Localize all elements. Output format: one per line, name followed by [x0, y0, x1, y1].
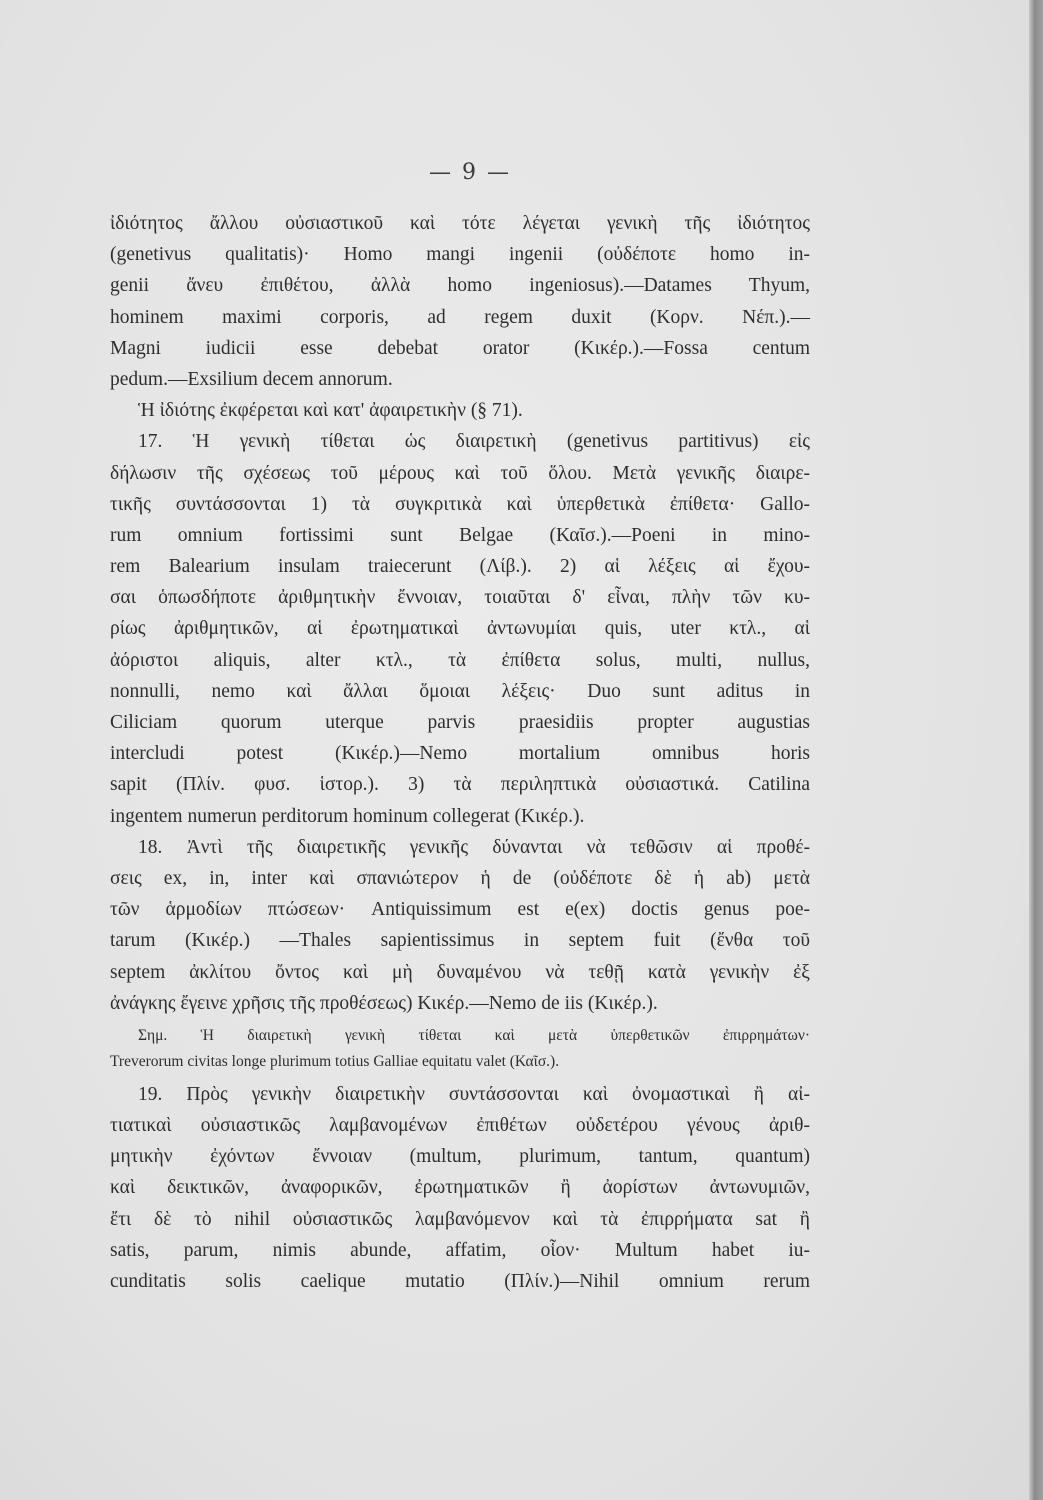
text-line: sapit (Πλίν. φυσ. ἱστορ.). 3) τὰ περιληπτικὰ οὐσιαστικά. Catilina — [110, 774, 810, 796]
text-line: Magni iudicii esse debebat orator (Κικέρ.).—Fossa centum — [110, 337, 810, 359]
text-line: Ciliciam quorum uterque parvis praesidiis propter augustias — [110, 712, 810, 733]
text-line: (genetivus qualitatis)· Homo mangi ingenii (οὐδέποτε homo in- — [110, 244, 810, 266]
text-line: καὶ δεικτικῶν, ἀναφορικῶν, ἐρωτηματικῶν ἢ ἀορίστων ἀντωνυμιῶν, — [110, 1177, 810, 1199]
scan-edge-shadow — [1029, 0, 1043, 1500]
paragraph-start-line: Ἡ ἰδιότης ἐκφέρεται καὶ κατ' ἀφαιρετικὴν (§ 71). — [138, 400, 523, 422]
text-line: τῶν ἁρμοδίων πτώσεων· Antiquissimum est e(ex) doctis genus poe- — [110, 899, 810, 921]
text-line: intercludi potest (Κικέρ.)—Nemo mortalium omnibus horis — [110, 743, 810, 765]
section-18-heading-line: 18. Ἀντὶ τῆς διαιρετικῆς γενικῆς δύνανται νὰ τεθῶσιν αἱ προθέ- — [138, 836, 810, 858]
text-line: pedum.—Exsilium decem annorum. — [110, 368, 393, 390]
text-line: rum omnium fortissimi sunt Belgae (Καῖσ.).—Poeni in mino- — [110, 524, 810, 546]
text-line: ἰδιότητος ἄλλου οὐσιαστικοῦ καὶ τότε λέγεται γενικὴ τῆς ἰδιότητος — [110, 213, 810, 234]
text-line: σαι ὁπωσδήποτε ἀριθμητικὴν ἔννοιαν, τοιαῦται δ' εἶναι, πλὴν τῶν κυ- — [110, 587, 810, 609]
text-line: genii ἄνευ ἐπιθέτου, ἀλλὰ homo ingeniosus).—Datames Thyum, — [110, 275, 810, 297]
text-line: cunditatis solis caelique mutatio (Πλίν.)—Nihil omnium rerum — [110, 1271, 810, 1292]
text-line: σεις ex, in, inter καὶ σπανιώτερον ἡ de (οὐδέποτε δὲ ἡ ab) μετὰ — [110, 867, 810, 889]
section-19-heading-line: 19. Πρὸς γενικὴν διαιρετικὴν συντάσσονται καὶ ὀνομαστικαὶ ἢ αἰ- — [138, 1083, 810, 1105]
text-line: nonnulli, nemo καὶ ἄλλαι ὅμοιαι λέξεις· Duo sunt aditus in — [110, 680, 810, 702]
text-line: ἔτι δὲ τὸ nihil οὐσιαστικῶς λαμβανόμενον καὶ τὰ ἐπιρρήματα sat ἢ — [110, 1208, 810, 1230]
text-line: ἀνάγκης ἔγεινε χρῆσις τῆς προθέσεως) Κικέρ.—Nemo de iis (Κικέρ.). — [110, 992, 658, 1014]
text-line: satis, parum, nimis abunde, affatim, οἷον· Multum habet iu- — [110, 1239, 810, 1261]
text-line: ingentem numerun perditorum hominum collegerat (Κικέρ.). — [110, 805, 585, 827]
page-number: — 9 — — [429, 160, 511, 185]
note-line: Treverorum civitas longe plurimum totius Galliae equitatu valet (Καῖσ.). — [110, 1052, 560, 1070]
body-text — [110, 208, 810, 1297]
text-line: hominem maximi corporis, ad regem duxit (Κορν. Νέπ.).— — [110, 306, 810, 328]
note-line: Σημ. Ἡ διαιρετικὴ γενικὴ τίθεται καὶ μετὰ ὑπερθετικῶν ἐπιρρημάτων· — [138, 1026, 810, 1044]
section-17-heading-line: 17. Ἡ γενικὴ τίθεται ὡς διαιρετικὴ (genetivus partitivus) εἰς — [138, 431, 810, 453]
text-line: tarum (Κικέρ.) —Thales sapientissimus in septem fuit (ἔνθα τοῦ — [110, 930, 810, 952]
text-line: septem ἀκλίτου ὄντος καὶ μὴ δυναμένου νὰ τεθῇ κατὰ γενικὴν ἐξ — [110, 961, 810, 983]
text-line: τιατικαὶ οὐσιαστικῶς λαμβανομένων ἐπιθέτων οὐδετέρου γένους ἀριθ- — [110, 1115, 810, 1137]
text-line: μητικὴν ἐχόντων ἔννοιαν (multum, plurimum, tantum, quantum) — [110, 1146, 810, 1168]
text-line: δήλωσιν τῆς σχέσεως τοῦ μέρους καὶ τοῦ ὅλου. Μετὰ γενικῆς διαιρε- — [110, 462, 810, 484]
text-line: rem Balearium insulam traiecerunt (Λίβ.). 2) αἱ λέξεις αἱ ἔχου- — [110, 556, 810, 578]
text-line: τικῆς συντάσσονται 1) τὰ συγκριτικὰ καὶ ὑπερθετικὰ ἐπίθετα· Gallo- — [110, 493, 810, 515]
text-line: ρίως ἀριθμητικῶν, αἱ ἐρωτηματικαὶ ἀντωνυμίαι quis, uter κτλ., αἱ — [110, 618, 810, 640]
text-line: ἀόριστοι aliquis, alter κτλ., τὰ ἐπίθετα solus, multi, nullus, — [110, 649, 810, 671]
